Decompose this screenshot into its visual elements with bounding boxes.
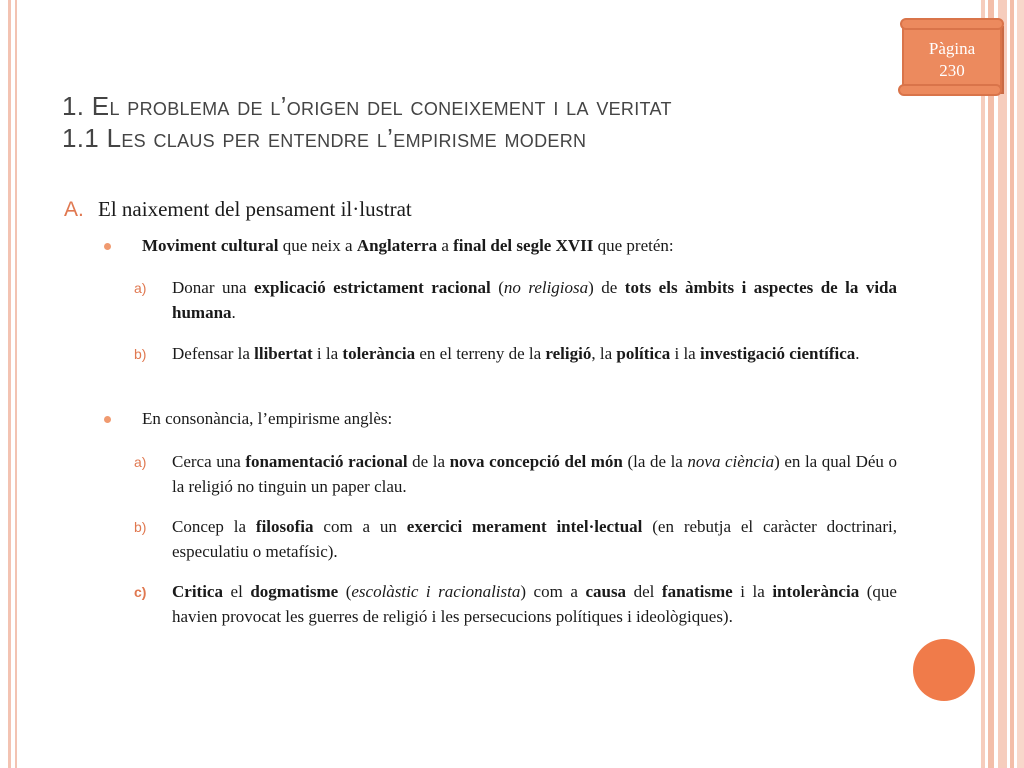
text-run: fonamentació racional: [245, 452, 408, 471]
page-number: 230: [939, 61, 965, 80]
text-run: final del segle XVII: [453, 236, 594, 255]
text-run: a: [437, 236, 454, 255]
text-run: del: [626, 582, 662, 601]
text-run: .: [231, 302, 236, 322]
text-run: investigació científica: [699, 344, 856, 363]
page-number-badge: [902, 24, 1002, 92]
text-run: Concep la: [172, 517, 256, 536]
text-run: i la: [312, 344, 343, 363]
text-run: .: [855, 344, 860, 363]
list-item: [134, 580, 897, 629]
text-run: En consonància, l’empirisme anglès:: [142, 409, 393, 428]
list-item-text: [172, 342, 897, 367]
bullet-text: [142, 407, 392, 431]
text-run: dogmatisme: [250, 582, 339, 601]
right-stripe-5: [1017, 0, 1024, 768]
text-run: (la de la: [622, 452, 688, 471]
slide-title: [62, 90, 902, 154]
text-run: , la: [591, 344, 617, 363]
text-run: Donar una: [172, 278, 254, 297]
right-stripe-1: [981, 0, 985, 768]
text-run: que neix a: [278, 236, 357, 255]
text-run: que pretén:: [593, 236, 674, 255]
list-item-label: b): [134, 346, 147, 362]
text-run: tots els àmbits i aspectes de la vida humana: [172, 278, 898, 322]
text-run: causa: [585, 582, 627, 601]
text-run: Cerca una: [172, 452, 246, 471]
text-run: nova concepció del món: [449, 452, 623, 471]
list-item: [134, 342, 897, 367]
right-stripe-4: [1010, 0, 1014, 768]
left-border-line-2: [15, 0, 17, 768]
list-item-label: c): [134, 584, 147, 600]
left-border-line-1: [8, 0, 11, 768]
list-item-text: [172, 276, 897, 325]
list-item: [134, 515, 897, 564]
text-run: en el terreny de la: [415, 344, 546, 363]
text-run: política: [616, 344, 671, 363]
list-item-text: [172, 580, 897, 629]
list-item-label: a): [134, 280, 147, 296]
right-stripe-2: [988, 0, 994, 768]
text-run: (: [338, 582, 352, 601]
list-item-label: b): [134, 519, 147, 535]
text-run: (en rebutja el caràcter doctrinari, especulatiu o metafísic).: [172, 517, 897, 561]
text-run: com a un: [313, 517, 407, 536]
text-run: Critica: [172, 582, 223, 601]
text-run: llibertat: [254, 344, 313, 363]
text-run: el: [222, 582, 251, 601]
decorative-circle: [913, 639, 975, 701]
text-run: no religiosa: [503, 278, 589, 297]
title-line-2: 1.1 Les claus per entendre l’empirisme modern: [62, 123, 587, 153]
section-letter: A.: [64, 198, 84, 221]
bullet-text: [142, 234, 674, 258]
page-label: Pàgina: [928, 39, 976, 58]
list-item-text: [172, 450, 897, 499]
text-run: nova ciència: [687, 452, 775, 471]
bullet-dot: [104, 416, 111, 423]
text-run: tolerància: [342, 344, 416, 363]
list-item-label: a): [134, 454, 147, 470]
scroll-curl-top: [900, 18, 1004, 30]
right-stripe-3: [998, 0, 1007, 768]
list-item-text: [172, 515, 897, 564]
text-run: (: [490, 278, 504, 297]
title-line-1: 1. El problema de l’origen del coneixement i la veritat: [62, 91, 672, 121]
text-run: (que havien provocat les guerres de religió i les persecucions polítiques i ideològiques).: [172, 582, 897, 626]
text-run: ) de: [588, 278, 625, 297]
text-run: de la: [407, 452, 450, 471]
text-run: ) en la qual Déu o la religió no tinguin un paper clau.: [172, 452, 897, 496]
text-run: i la: [732, 582, 773, 601]
scroll-curl-bottom: [898, 84, 1002, 96]
section-heading: [64, 197, 412, 222]
text-run: intolerància: [772, 582, 860, 601]
text-run: Anglaterra: [356, 236, 438, 255]
list-item: [134, 276, 897, 325]
text-run: exercici merament intel·lectual: [406, 517, 643, 536]
text-run: explicació estrictament racional: [253, 278, 491, 297]
text-run: i la: [670, 344, 700, 363]
bullet-dot: [104, 243, 111, 250]
text-run: fanatisme: [661, 582, 733, 601]
list-item: [134, 450, 897, 499]
section-text: El naixement del pensament il·lustrat: [98, 197, 412, 221]
text-run: Defensar la: [172, 344, 255, 363]
text-run: ) com a: [520, 582, 586, 601]
text-run: religió: [545, 344, 592, 363]
text-run: Moviment cultural: [142, 236, 279, 255]
text-run: escolàstic i racionalista: [351, 582, 521, 601]
text-run: filosofia: [255, 517, 314, 536]
